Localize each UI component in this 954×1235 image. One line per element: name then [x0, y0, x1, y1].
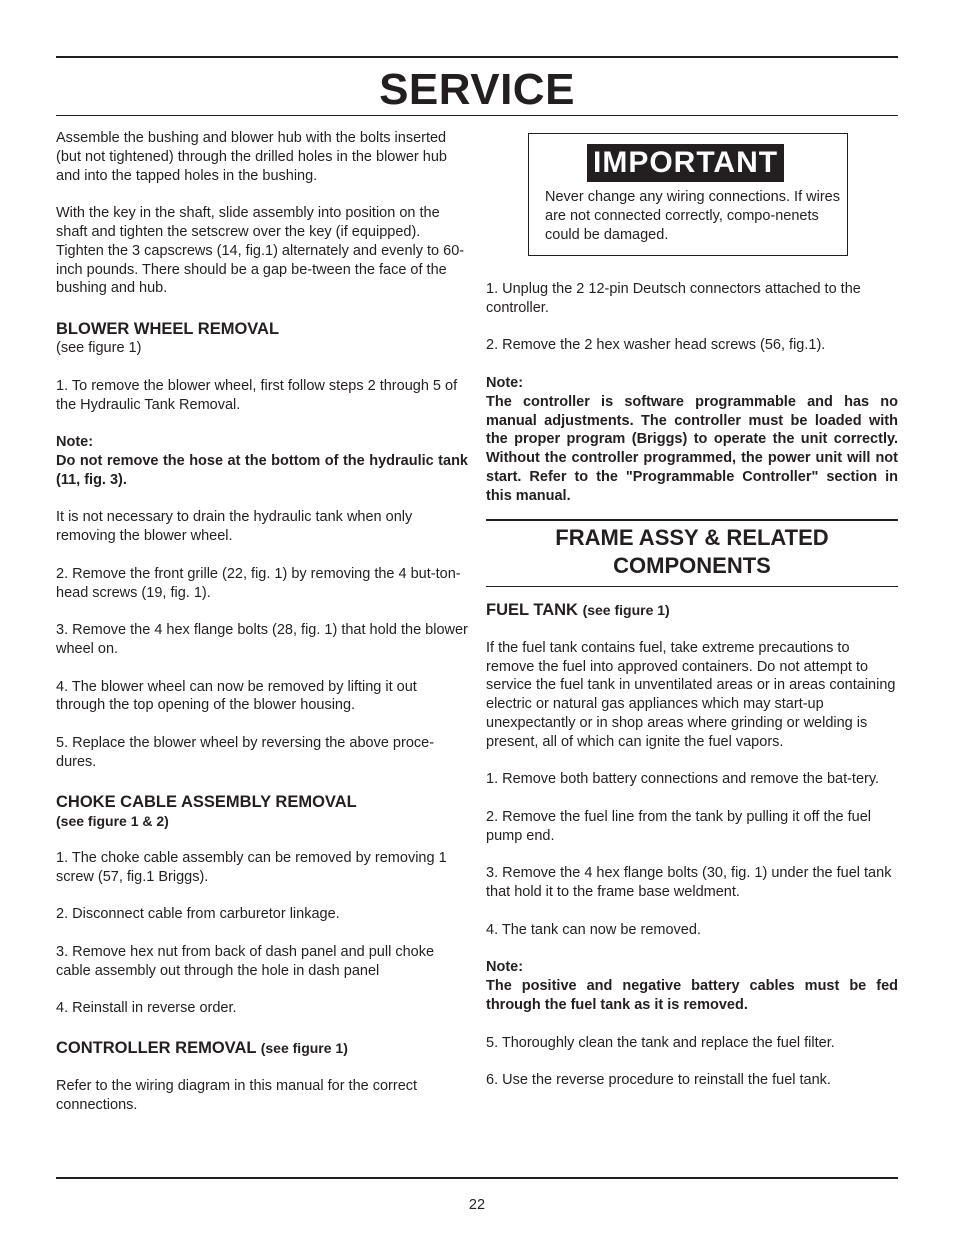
fuel-step-6: 6. Use the reverse procedure to reinstall the fuel tank. — [486, 1072, 831, 1089]
choke-cable-subhead: (see figure 1 & 2) — [56, 812, 169, 829]
choke-step-3: 3. Remove hex nut from back of dash panel and pull choke cable assembly out through the hole in dash panel — [56, 944, 435, 979]
blower-step-2: 2. Remove the front grille (22, fig. 1) by removing the 4 but-ton-head screws (19, fig. 1). — [56, 565, 461, 601]
blower-step-4: 4. The blower wheel can now be removed by lifting it out through the top opening of the blower housing. — [56, 678, 417, 714]
right-column-lower — [486, 600, 898, 1090]
page-title: SERVICE — [379, 65, 575, 114]
fuel-note-label: Note: — [486, 959, 524, 976]
important-label: IMPORTANT — [587, 144, 784, 182]
intro-paragraph-2: With the key in the shaft, slide assembly into position on the shaft and tighten the setscrew over the key (if equipped). Tighten the 3 capscrews (14, fig.1) alternately and evenly to 60-inch pounds. There should be a gap be-tween the face of the bushing and hub. — [56, 205, 465, 297]
frame-heading-line-2: COMPONENTS — [613, 553, 771, 578]
fuel-step-2: 2. Remove the fuel line from the tank by pulling it off the fuel pump end. — [486, 808, 872, 844]
blower-note-text: Do not remove the hose at the bottom of the hydraulic tank (11, fig. 3). — [56, 452, 468, 488]
controller-heading-text: CONTROLLER REMOVAL — [56, 1039, 257, 1058]
controller-heading-subhead: (see figure 1) — [260, 1040, 348, 1057]
important-text: Never change any wiring connections. If wires are not connected correctly, compo-nenets could be damaged. — [545, 189, 840, 243]
controller-note-text: The controller is software programmable and has no manual adjustments. The controller must be loaded with the proper program (Briggs) to operate the unit correctly. Without the controller programmed, the power unit will not start. Refer to the "Programmable Controller" section in this manual. — [486, 393, 898, 504]
right-column-upper — [486, 280, 898, 506]
blower-info: It is not necessary to drain the hydraulic tank when only removing the blower wheel. — [56, 509, 413, 545]
controller-heading — [56, 1038, 468, 1058]
choke-step-4: 4. Reinstall in reverse order. — [56, 1000, 237, 1017]
fuel-tank-heading — [486, 600, 898, 620]
blower-step-3: 3. Remove the 4 hex flange bolts (28, fig. 1) that hold the blower wheel on. — [56, 622, 468, 657]
choke-step-2: 2. Disconnect cable from carburetor linkage. — [56, 906, 340, 923]
left-column — [56, 129, 468, 1115]
choke-step-1: 1. The choke cable assembly can be removed by removing 1 screw (57, fig.1 Briggs). — [56, 850, 447, 885]
frame-heading-bottom-rule — [486, 586, 898, 587]
fuel-intro: If the fuel tank contains fuel, take extreme precautions to remove the fuel into approved containers. Do not attempt to service the fuel tank in unventilated areas or in areas containing electric or natural gas appliances which may start-up unexpectantly or in shop areas where grinding or welding is present, all of which can ignite the fuel vapors. — [486, 639, 896, 750]
intro-paragraph-1: Assemble the bushing and blower hub with the bolts inserted (but not tightened) through the drilled holes in the blower hub and into the tapped holes in the bushing. — [56, 130, 447, 184]
blower-wheel-heading: BLOWER WHEEL REMOVAL — [56, 320, 280, 339]
fuel-step-4: 4. The tank can now be removed. — [486, 921, 701, 938]
choke-cable-heading: CHOKE CABLE ASSEMBLY REMOVAL — [56, 792, 357, 811]
blower-note-label: Note: — [56, 434, 94, 451]
fuel-note-text: The positive and negative battery cables must be fed through the fuel tank as it is removed. — [486, 978, 898, 1013]
important-callout — [528, 133, 848, 256]
controller-note-label: Note: — [486, 374, 524, 391]
blower-step-1: 1. To remove the blower wheel, first follow steps 2 through 5 of the Hydraulic Tank Removal. — [56, 377, 458, 413]
fuel-step-5: 5. Thoroughly clean the tank and replace the fuel filter. — [486, 1034, 835, 1051]
footer-rule — [56, 1177, 898, 1179]
fuel-step-3: 3. Remove the 4 hex flange bolts (30, fig. 1) under the fuel tank that hold it to the frame base weldment. — [486, 865, 892, 901]
page-number: 22 — [468, 1197, 486, 1213]
controller-step-2: 2. Remove the 2 hex washer head screws (56, fig.1). — [486, 337, 826, 354]
frame-heading-top-rule — [486, 519, 898, 521]
fuel-tank-heading-text: FUEL TANK — [486, 601, 578, 619]
fuel-tank-subhead: (see figure 1) — [582, 602, 670, 618]
blower-step-5: 5. Replace the blower wheel by reversing the above proce-dures. — [56, 734, 435, 770]
controller-step-1: 1. Unplug the 2 12-pin Deutsch connectors attached to the controller. — [486, 281, 861, 316]
fuel-step-1: 1. Remove both battery connections and remove the bat-tery. — [486, 771, 880, 788]
frame-assy-heading — [486, 524, 898, 580]
blower-wheel-subhead: (see figure 1) — [56, 340, 142, 357]
controller-refer-text: Refer to the wiring diagram in this manual for the correct connections. — [56, 1078, 418, 1113]
top-rule — [56, 56, 898, 58]
title-underline — [56, 115, 898, 116]
frame-heading-line-1: FRAME ASSY & RELATED — [555, 525, 829, 550]
